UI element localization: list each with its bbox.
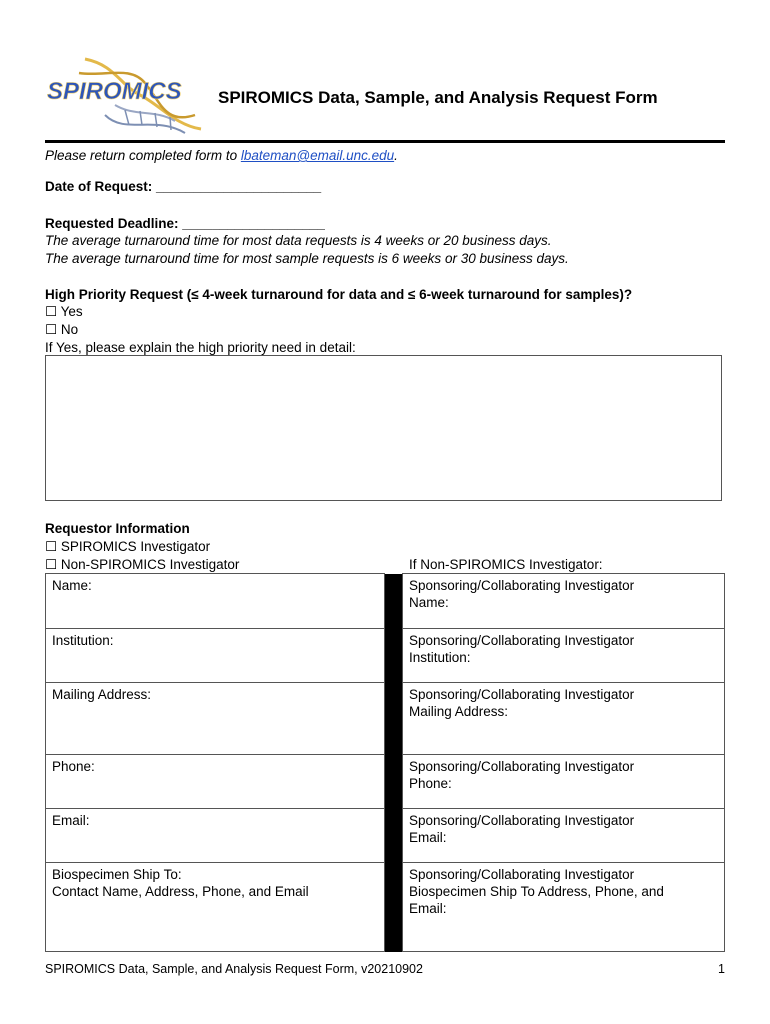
email-field[interactable] — [45, 808, 385, 863]
sponsor-label: Sponsoring/Collaborating Investigator — [409, 867, 635, 882]
return-suffix: . — [394, 148, 398, 163]
sponsor-name-label: Name: — [409, 595, 449, 610]
sponsor-biospecimen-email-label: Email: — [409, 901, 447, 916]
name-label: Name: — [52, 578, 92, 593]
mailing-address-field[interactable] — [45, 682, 385, 755]
sponsor-biospecimen-field[interactable] — [402, 862, 725, 952]
biospecimen-detail-label: Contact Name, Address, Phone, and Email — [52, 884, 309, 899]
sponsor-phone-label: Phone: — [409, 776, 452, 791]
spiromics-investigator-checkbox[interactable]: ☐ SPIROMICS Investigator — [45, 539, 211, 554]
email-label: Email: — [52, 813, 90, 828]
biospecimen-label: Biospecimen Ship To: — [52, 867, 182, 882]
biospecimen-ship-to-field[interactable] — [45, 862, 385, 952]
logo-text: SPIROMICS — [47, 78, 182, 105]
priority-yes-checkbox[interactable]: ☐ Yes — [45, 304, 83, 319]
priority-no-checkbox[interactable]: ☐ No — [45, 322, 79, 337]
institution-field[interactable] — [45, 628, 385, 683]
institution-label: Institution: — [52, 633, 114, 648]
phone-field[interactable] — [45, 754, 385, 809]
title-divider — [45, 140, 725, 143]
phone-label: Phone: — [52, 759, 95, 774]
sponsor-biospecimen-label: Biospecimen Ship To Address, Phone, and — [409, 884, 664, 899]
sponsor-label: Sponsoring/Collaborating Investigator — [409, 578, 635, 593]
sponsor-mailing-address-label: Mailing Address: — [409, 704, 509, 719]
deadline-note-samples: The average turnaround time for most sample requests is 6 weeks or 30 business days. — [45, 251, 569, 266]
sponsor-label: Sponsoring/Collaborating Investigator — [409, 687, 635, 702]
sponsor-email-label: Email: — [409, 830, 447, 845]
sponsor-phone-field[interactable] — [402, 754, 725, 809]
date-of-request-field[interactable]: Date of Request: ______________________ — [45, 179, 322, 194]
column-separator — [385, 574, 402, 952]
sponsor-mailing-address-field[interactable] — [402, 682, 725, 755]
non-spiromics-investigator-checkbox[interactable]: ☐ Non-SPIROMICS Investigator — [45, 557, 240, 572]
sponsor-name-field[interactable] — [402, 573, 725, 629]
priority-explanation-box[interactable] — [45, 355, 722, 501]
return-prefix: Please return completed form to — [45, 148, 241, 163]
requested-deadline-field[interactable]: Requested Deadline: ___________________ — [45, 216, 325, 231]
non-spiromics-heading: If Non-SPIROMICS Investigator: — [409, 557, 603, 572]
priority-explain-label: If Yes, please explain the high priority need in detail: — [45, 340, 356, 355]
sponsor-institution-field[interactable] — [402, 628, 725, 683]
deadline-note-data: The average turnaround time for most data requests is 4 weeks or 20 business days. — [45, 233, 552, 248]
high-priority-label: High Priority Request (≤ 4-week turnaround for data and ≤ 6-week turnaround for samples)? — [45, 287, 633, 302]
footer-text: SPIROMICS Data, Sample, and Analysis Request Form, v20210902 — [45, 962, 423, 976]
dna-helix-icon — [45, 55, 203, 137]
sponsor-label: Sponsoring/Collaborating Investigator — [409, 633, 635, 648]
return-email-link[interactable]: lbateman@email.unc.edu — [240, 148, 395, 163]
mailing-address-label: Mailing Address: — [52, 687, 152, 702]
return-instruction — [45, 147, 398, 164]
sponsor-label: Sponsoring/Collaborating Investigator — [409, 813, 635, 828]
sponsor-email-field[interactable] — [402, 808, 725, 863]
page-title: SPIROMICS Data, Sample, and Analysis Request Form — [218, 88, 658, 107]
requestor-heading: Requestor Information — [45, 521, 190, 536]
page-footer — [45, 962, 725, 976]
spiromics-logo — [45, 55, 203, 137]
sponsor-label: Sponsoring/Collaborating Investigator — [409, 759, 635, 774]
page-number: 1 — [718, 962, 725, 976]
sponsor-institution-label: Institution: — [409, 650, 471, 665]
name-field[interactable] — [45, 573, 385, 629]
